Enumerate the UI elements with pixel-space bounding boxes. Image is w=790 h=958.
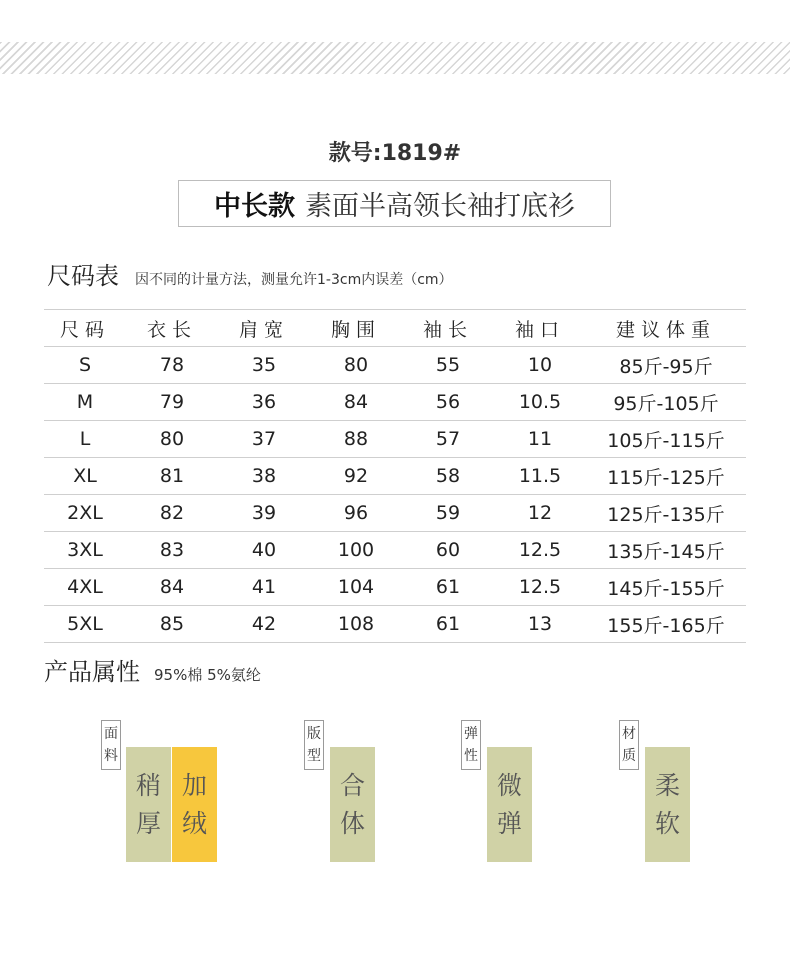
table-cell: 10 — [494, 347, 586, 384]
table-cell: 3XL — [44, 532, 126, 569]
table-cell: 38 — [218, 458, 310, 495]
product-title-style: 中长款 — [214, 191, 295, 222]
table-cell: 57 — [402, 421, 494, 458]
table-cell: 83 — [126, 532, 218, 569]
table-cell: 85斤-95斤 — [586, 347, 746, 384]
table-cell: 35 — [218, 347, 310, 384]
column-header: 袖长 — [402, 310, 494, 347]
table-cell: 41 — [218, 569, 310, 606]
table-cell: 40 — [218, 532, 310, 569]
decorative-stripe-band — [0, 42, 790, 74]
product-title-name: 素面半高领长袖打底衫 — [305, 191, 575, 222]
table-cell: 80 — [126, 421, 218, 458]
table-cell: 79 — [126, 384, 218, 421]
table-cell: 96 — [310, 495, 402, 532]
table-cell: 12 — [494, 495, 586, 532]
table-cell: 145斤-155斤 — [586, 569, 746, 606]
table-row — [44, 606, 746, 643]
attributes-heading: 产品属性 — [44, 658, 140, 686]
table-row — [44, 569, 746, 606]
column-header: 胸围 — [310, 310, 402, 347]
table-cell: 13 — [494, 606, 586, 643]
table-cell: 60 — [402, 532, 494, 569]
feature-option-selected: 加绒 — [172, 747, 217, 862]
table-cell: 80 — [310, 347, 402, 384]
feature-label: 弹性 — [461, 720, 481, 770]
table-cell: M — [44, 384, 126, 421]
table-cell: 115斤-125斤 — [586, 458, 746, 495]
table-cell: 42 — [218, 606, 310, 643]
table-cell: 105斤-115斤 — [586, 421, 746, 458]
column-header: 建议体重 — [586, 310, 746, 347]
table-cell: 78 — [126, 347, 218, 384]
size-table — [44, 309, 746, 643]
feature-option: 微弹 — [487, 747, 532, 862]
table-cell: 4XL — [44, 569, 126, 606]
table-cell: S — [44, 347, 126, 384]
table-cell: 92 — [310, 458, 402, 495]
table-cell: 100 — [310, 532, 402, 569]
table-cell: 2XL — [44, 495, 126, 532]
table-cell: 5XL — [44, 606, 126, 643]
table-cell: L — [44, 421, 126, 458]
table-cell: 10.5 — [494, 384, 586, 421]
table-cell: 11 — [494, 421, 586, 458]
table-cell: 135斤-145斤 — [586, 532, 746, 569]
table-cell: 56 — [402, 384, 494, 421]
table-row — [44, 384, 746, 421]
size-chart-heading: 尺码表 — [47, 262, 119, 290]
feature-label: 版型 — [304, 720, 324, 770]
model-number: 款号:1819# — [328, 141, 462, 166]
table-row — [44, 421, 746, 458]
table-cell: 88 — [310, 421, 402, 458]
table-cell: 82 — [126, 495, 218, 532]
table-cell: 11.5 — [494, 458, 586, 495]
table-cell: 55 — [402, 347, 494, 384]
table-cell: 61 — [402, 569, 494, 606]
size-chart-note: 因不同的计量方法，测量允许1-3cm内误差（cm） — [135, 272, 453, 288]
table-cell: 104 — [310, 569, 402, 606]
table-cell: 37 — [218, 421, 310, 458]
table-row — [44, 532, 746, 569]
size-chart-header — [47, 256, 453, 291]
table-cell: XL — [44, 458, 126, 495]
table-row — [44, 347, 746, 384]
product-attributes-header — [44, 652, 261, 687]
size-table-header-row — [44, 310, 746, 347]
feature-option: 柔软 — [645, 747, 690, 862]
table-cell: 59 — [402, 495, 494, 532]
feature-option: 稍厚 — [126, 747, 171, 862]
product-title — [178, 180, 611, 227]
feature-option: 合体 — [330, 747, 375, 862]
material-composition: 95%棉 5%氨纶 — [154, 666, 261, 684]
table-cell: 155斤-165斤 — [586, 606, 746, 643]
table-row — [44, 495, 746, 532]
table-cell: 95斤-105斤 — [586, 384, 746, 421]
table-cell: 84 — [310, 384, 402, 421]
table-cell: 39 — [218, 495, 310, 532]
table-cell: 12.5 — [494, 532, 586, 569]
table-cell: 58 — [402, 458, 494, 495]
table-cell: 84 — [126, 569, 218, 606]
table-cell: 81 — [126, 458, 218, 495]
table-cell: 12.5 — [494, 569, 586, 606]
feature-label: 材质 — [619, 720, 639, 770]
table-cell: 61 — [402, 606, 494, 643]
column-header: 袖口 — [494, 310, 586, 347]
table-cell: 36 — [218, 384, 310, 421]
table-cell: 108 — [310, 606, 402, 643]
table-row — [44, 458, 746, 495]
feature-label: 面料 — [101, 720, 121, 770]
column-header: 肩宽 — [218, 310, 310, 347]
column-header: 衣长 — [126, 310, 218, 347]
column-header: 尺码 — [44, 310, 126, 347]
table-cell: 125斤-135斤 — [586, 495, 746, 532]
table-cell: 85 — [126, 606, 218, 643]
